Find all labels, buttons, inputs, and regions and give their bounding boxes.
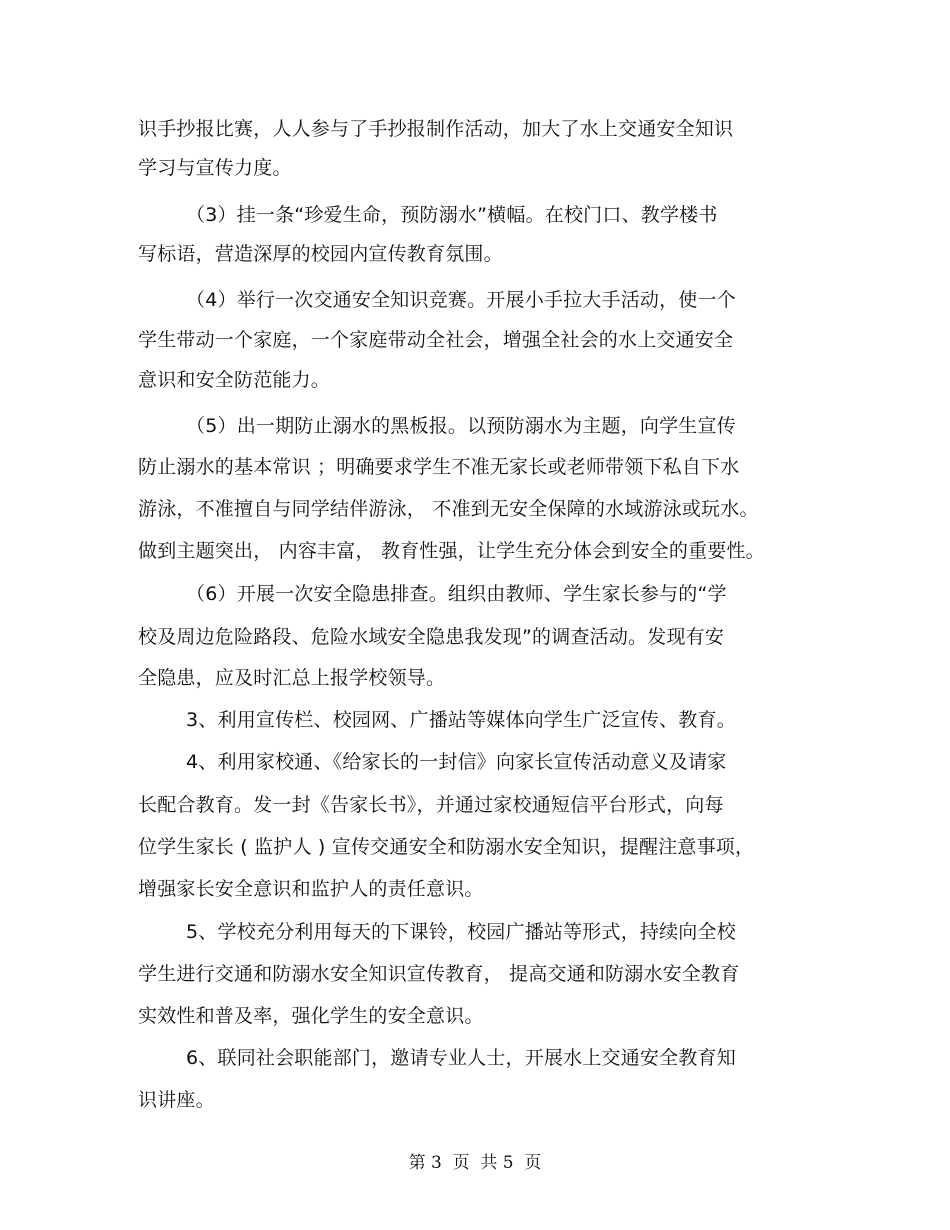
paragraph-line: 识讲座。 <box>138 1089 215 1111</box>
paragraph-line: 学习与宣传力度。 <box>138 157 292 179</box>
paragraph-line: 5、学校充分利用每天的下课铃，校园广播站等形式，持续向全校 <box>186 921 736 943</box>
paragraph-line: （4）举行一次交通安全知识竞赛。开展小手拉大手活动，使一个 <box>186 289 736 311</box>
paragraph-line: 校及周边危险路段、危险水域安全隐患我发现”的调查活动。发现有安 <box>138 626 725 648</box>
paragraph-line: 游泳，不准擅自与同学结伴游泳， 不准到无安全保障的水域游泳或玩水。 <box>138 498 759 520</box>
page-number-footer: 第 3 页 共 5 页 <box>408 1153 542 1173</box>
paragraph-line: （5）出一期防止溺水的黑板报。以预防溺水为主题，向学生宣传 <box>186 415 736 437</box>
paragraph-line: （6）开展一次安全隐患排查。组织由教师、学生家长参与的“学 <box>186 583 727 605</box>
paragraph-line: 识手抄报比赛，人人参与了手抄报制作活动，加大了水上交通安全知识 <box>138 118 734 140</box>
paragraph-line: 4、利用家校通、《给家长的一封信》向家长宣传活动意义及请家 <box>186 751 727 773</box>
paragraph-line: 3、利用宣传栏、校园网、广播站等媒体向学生广泛宣传、教育。 <box>186 709 736 731</box>
paragraph-line: 全隐患，应及时汇总上报学校领导。 <box>138 667 446 689</box>
paragraph-line: 意识和安全防范能力。 <box>138 369 331 391</box>
paragraph-line: （3）挂一条“珍爱生命，预防溺水”横幅。在校门口、教学楼书 <box>186 204 718 226</box>
paragraph-line: 写标语，营造深厚的校园内宣传教育氛围。 <box>138 243 503 265</box>
paragraph-line: 实效性和普及率，强化学生的安全意识。 <box>138 1005 484 1027</box>
paragraph-line: 长配合教育。发一封《告家长书》，并通过家校通短信平台形式，向每 <box>138 794 724 816</box>
paragraph-line: 学生带动一个家庭，一个家庭带动全社会，增强全社会的水上交通安全 <box>138 329 734 351</box>
paragraph-line: 防止溺水的基本常识 ；明确要求学生不准无家长或老师带领下私自下水 <box>138 456 740 478</box>
paragraph-line: 增强家长安全意识和监护人的责任意识。 <box>138 878 484 900</box>
paragraph-line: 位学生家长 ( 监护人 ) 宣传交通安全和防溺水安全知识，提醒注意事项， <box>138 836 755 858</box>
paragraph-line: 做到主题突出， 内容丰富， 教育性强，让学生充分体会到安全的重要性。 <box>138 540 765 562</box>
paragraph-line: 学生进行交通和防溺水安全知识宣传教育， 提高交通和防溺水安全教育 <box>138 963 740 985</box>
paragraph-line: 6、联同社会职能部门，邀请专业人士，开展水上交通安全教育知 <box>186 1047 736 1069</box>
